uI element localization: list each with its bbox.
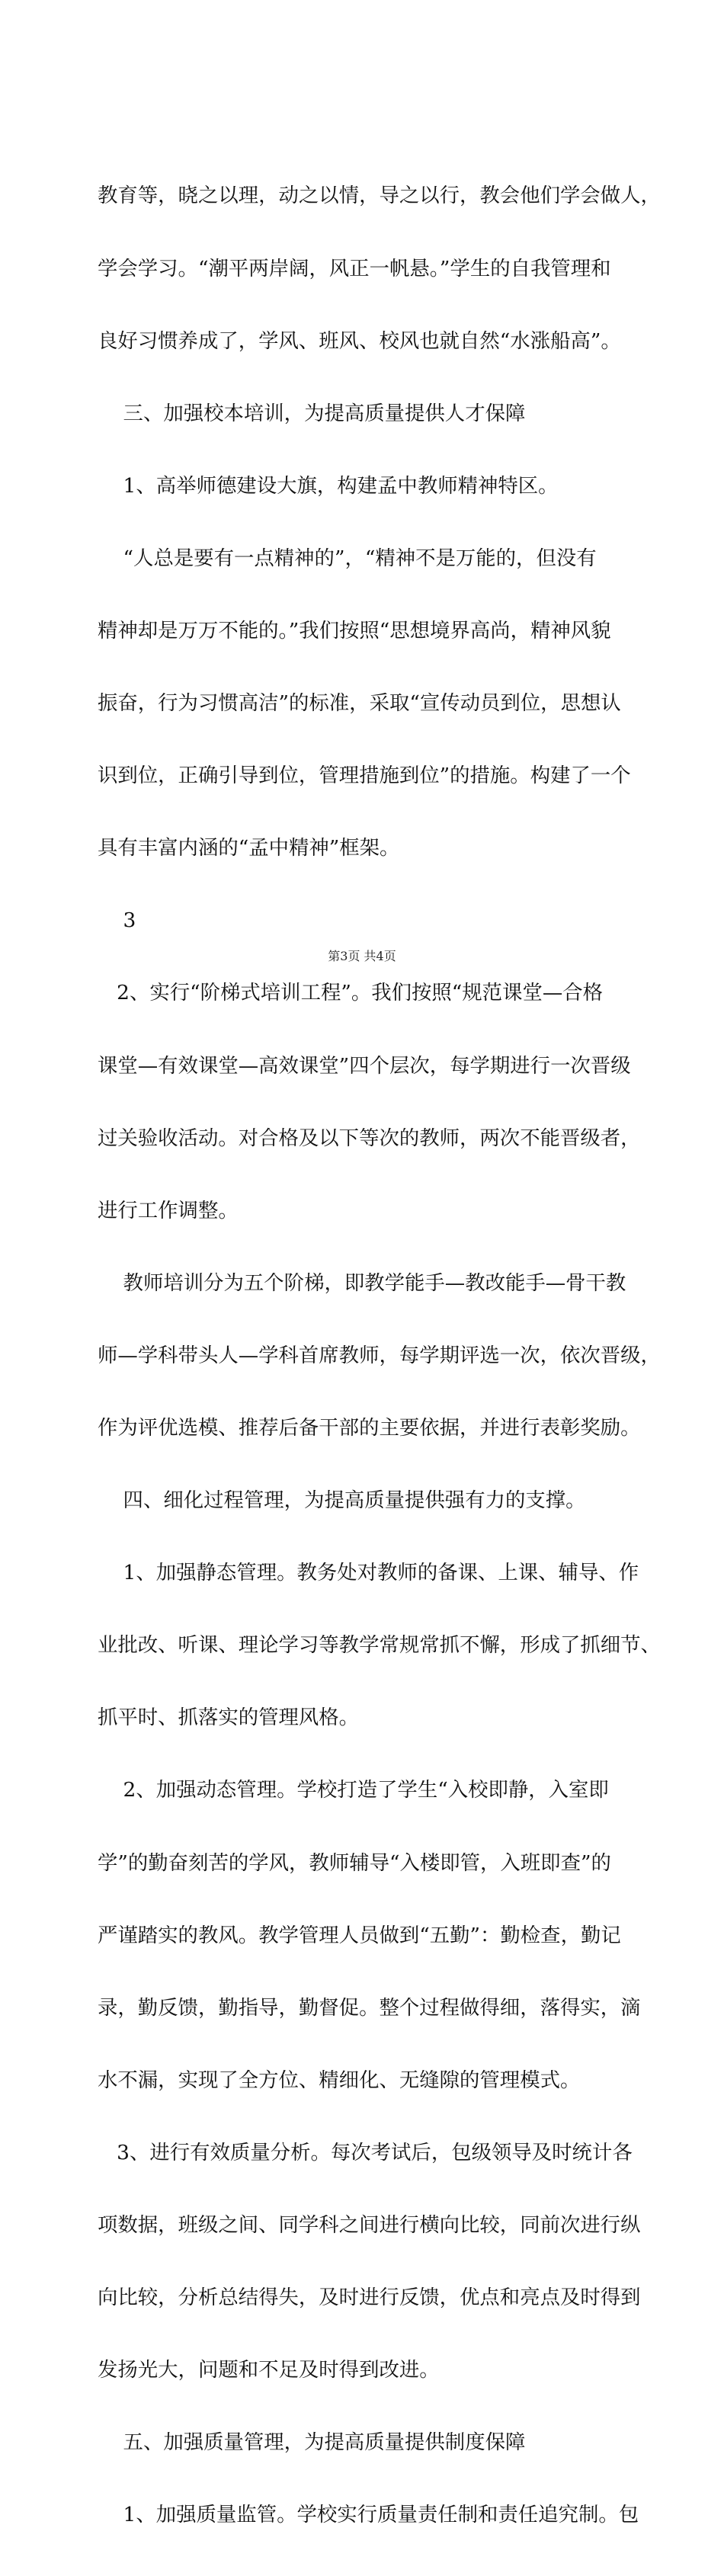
text-line: 2、实行“阶梯式培训工程”。我们按照“规范课堂—合格 <box>98 981 604 1005</box>
text-line: 水不漏，实现了全方位、精细化、无缝隙的管理模式。 <box>98 2068 581 2092</box>
text-line: 录，勤反馈，勤指导，勤督促。整个过程做得细，落得实，滴 <box>98 1995 641 2020</box>
text-line: 业批改、听课、理论学习等教学常规常抓不懈，形成了抓细节、 <box>98 1633 661 1658</box>
text-line: 学”的勤奋刻苦的学风，教师辅导“入楼即管，入班即查”的 <box>98 1850 611 1875</box>
text-line: 教育等，晓之以理，动之以情，导之以行，教会他们学会做人， <box>98 184 661 208</box>
section-heading: 三、加强校本培训，为提高质量提供人才保障 <box>98 401 526 425</box>
document-body <box>98 136 661 2576</box>
text-line: 课堂—有效课堂—高效课堂”四个层次，每学期进行一次晋级 <box>98 1053 631 1078</box>
text-line: 具有丰富内涵的“孟中精神”框架。 <box>98 836 400 860</box>
text-line: 3、进行有效质量分析。每次考试后，包级领导及时统计各 <box>98 2140 633 2164</box>
text-line: 1、加强质量监管。学校实行质量责任制和责任追究制。包 <box>98 2503 639 2527</box>
text-line: 严谨踏实的教风。教学管理人员做到“五勤”：勤检查，勤记 <box>98 1923 621 1947</box>
text-line: 2、加强动态管理。学校打造了学生“入校即静，入室即 <box>98 1778 609 1802</box>
text-line: 进行工作调整。 <box>98 1198 239 1222</box>
section-heading: 四、细化过程管理，为提高质量提供强有力的支撑。 <box>98 1488 586 1513</box>
text-line: 项数据，班级之间、同学科之间进行横向比较，同前次进行纵 <box>98 2213 641 2238</box>
text-line: 良好习惯养成了，学风、班风、校风也就自然“水涨船高”。 <box>98 328 621 353</box>
page-footer: 第3页 共4页 <box>328 949 396 963</box>
text-line: 作为评优选模、推荐后备干部的主要依据，并进行表彰奖励。 <box>98 1416 641 1440</box>
text-line: 师—学科带头人—学科首席教师，每学期评选一次，依次晋级， <box>98 1343 661 1367</box>
text-line: 1、高举师德建设大旗，构建孟中教师精神特区。 <box>98 473 559 498</box>
text-line: 过关验收活动。对合格及以下等次的教师，两次不能晋级者， <box>98 1126 641 1150</box>
text-line: 向比较，分析总结得失，及时进行反馈，优点和亮点及时得到 <box>98 2286 641 2310</box>
text-line: 发扬光大，问题和不足及时得到改进。 <box>98 2358 440 2382</box>
text-line: 抓平时、抓落实的管理风格。 <box>98 1706 360 1730</box>
text-line: “人总是要有一点精神的”，“精神不是万能的，但没有 <box>98 546 597 570</box>
text-line: 3 <box>98 908 136 933</box>
text-line: 1、加强静态管理。教务处对教师的备课、上课、辅导、作 <box>98 1561 639 1585</box>
text-line: 精神却是万万不能的。”我们按照“思想境界高尚，精神风貌 <box>98 618 611 642</box>
text-line: 学会学习。“潮平两岸阔，风正一帆悬。”学生的自我管理和 <box>98 256 611 280</box>
text-line: 识到位，正确引导到位，管理措施到位”的措施。构建了一个 <box>98 764 631 788</box>
text-line: 教师培训分为五个阶梯，即教学能手—教改能手—骨干教 <box>98 1270 626 1295</box>
text-line: 振奋，行为习惯高洁”的标准，采取“宣传动员到位，思想认 <box>98 691 621 716</box>
section-heading: 五、加强质量管理，为提高质量提供制度保障 <box>98 2430 526 2455</box>
